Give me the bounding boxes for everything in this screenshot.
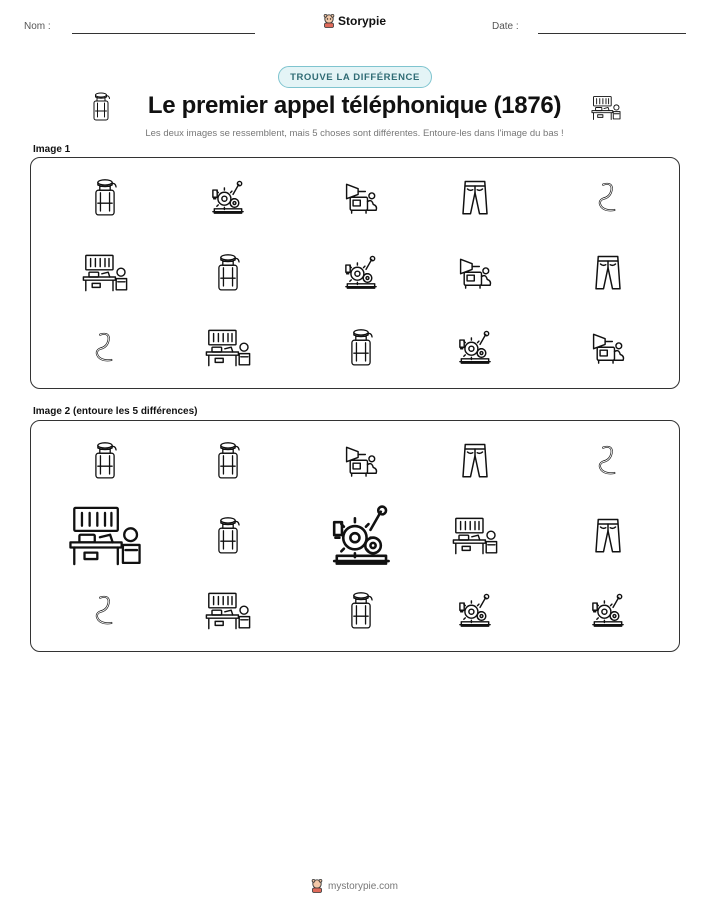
pants-icon[interactable]	[460, 179, 490, 217]
wire-icon[interactable]	[596, 180, 620, 216]
jar-icon[interactable]	[348, 591, 374, 631]
machine-icon[interactable]	[210, 180, 246, 216]
machine-icon[interactable]	[457, 593, 493, 629]
instructions: Les deux images se ressemblent, mais 5 choses sont différentes. Entoure-les dans l'image du bas !	[145, 128, 564, 139]
storypie-logo-icon	[323, 14, 335, 28]
jar-icon[interactable]	[215, 253, 241, 293]
footer	[0, 879, 709, 893]
machine-icon[interactable]	[590, 593, 626, 629]
image1-panel	[30, 157, 680, 389]
pants-icon[interactable]	[460, 442, 490, 480]
name-label: Nom :	[24, 21, 51, 32]
workshop-icon[interactable]	[450, 516, 500, 556]
phonograph-icon[interactable]	[343, 443, 379, 479]
phonograph-icon[interactable]	[343, 180, 379, 216]
image1-label: Image 1	[33, 144, 71, 155]
jar-icon[interactable]	[92, 441, 118, 481]
workshop-icon[interactable]	[203, 328, 253, 368]
storypie-footer-logo-icon	[311, 879, 323, 893]
date-label: Date :	[492, 21, 519, 32]
phonograph-icon[interactable]	[590, 330, 626, 366]
jar-icon[interactable]	[92, 178, 118, 218]
pants-icon[interactable]	[593, 517, 623, 555]
workshop-icon[interactable]	[65, 504, 145, 568]
workshop-icon[interactable]	[80, 253, 130, 293]
jar-icon[interactable]	[215, 441, 241, 481]
image2-label: Image 2 (entoure les 5 différences)	[33, 406, 198, 417]
pants-icon[interactable]	[593, 254, 623, 292]
image2-panel	[30, 420, 680, 652]
workshop-icon[interactable]	[203, 591, 253, 631]
title-workshop-icon	[590, 95, 622, 121]
footer-url: mystorypie.com	[327, 880, 398, 892]
phonograph-icon[interactable]	[457, 255, 493, 291]
machine-icon[interactable]	[343, 255, 379, 291]
page-title: Le premier appel téléphonique (1876)	[147, 92, 562, 119]
wire-icon[interactable]	[93, 330, 117, 366]
name-write-line[interactable]	[72, 33, 255, 34]
date-write-line[interactable]	[538, 33, 686, 34]
jar-icon[interactable]	[215, 516, 241, 556]
brand-logo	[323, 14, 386, 28]
brand-name: Storypie	[338, 14, 387, 28]
activity-badge: TROUVE LA DIFFÉRENCE	[278, 66, 432, 88]
wire-icon[interactable]	[93, 593, 117, 629]
machine-icon[interactable]	[457, 330, 493, 366]
machine-icon[interactable]	[329, 504, 394, 569]
wire-icon[interactable]	[596, 443, 620, 479]
jar-icon[interactable]	[348, 328, 374, 368]
